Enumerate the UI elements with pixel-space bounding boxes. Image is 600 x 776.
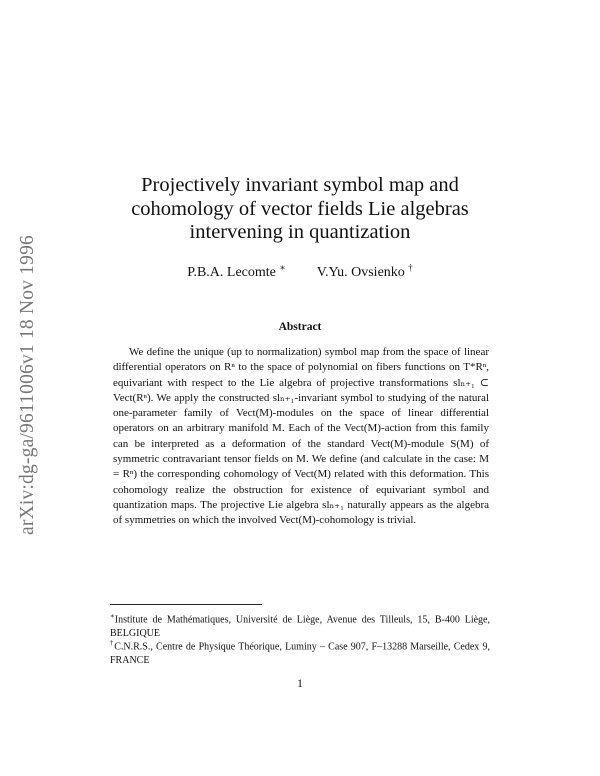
abstract-heading: Abstract (278, 321, 322, 333)
author-lecomte (187, 262, 286, 280)
title-line: intervening in quantization (189, 221, 411, 243)
abstract-paragraph: We define the unique (up to normalization) symbol map from the space of linear differential operators on Rⁿ to the space of polynomial on fibers functions on T*Rⁿ, equivariant with respect to the Lie algebra of projective transformations slₙ₊₁ ⊂ Vect(Rⁿ). We apply the constructed slₙ₊₁-invariant symbol to studying of the natural one-parameter family of Vect(M)-modules on the space of linear differential operators on an arbitrary manifold M. Each of the Vect(M)-action from this family can be interpreted as a deformation of the standard Vect(M)-module S(M) of symmetric contravariant tensor fields on M. We define (and calculate in the case: M = Rⁿ) the corresponding cohomology of Vect(M) related with this deformation. This cohomology realize the obstruction for existence of equivariant symbol and quantization maps. The projective Lie algebra slₙ₊₁ naturally appears as the algebra of symmetries on which the involved Vect(M)-cohomology is trivial. (113, 346, 489, 527)
author-name: V.Yu. Ovsienko (316, 264, 405, 280)
title-line: cohomology of vector fields Lie algebras (131, 197, 469, 220)
page-number: 1 (297, 676, 303, 690)
arxiv-stamp (14, 200, 42, 570)
author-name: P.B.A. Lecomte (187, 264, 276, 280)
footnote-text: Institute de Mathématiques, Université de Liège, Avenue des Tilleuls, 15, B-400 Liège, BELGIQUE (110, 614, 490, 640)
abstract-body (113, 345, 489, 529)
footnote-text: C.N.R.S., Centre de Physique Théorique, Luminy – Case 907, F–13288 Marseille, Cedex 9, FRANCE (110, 641, 491, 667)
arxiv-identifier: arXiv:dg-ga/9611006v1 18 Nov 1996 (17, 235, 38, 535)
footnote-2 (110, 636, 490, 668)
footnote-rule (110, 604, 262, 605)
footnote-mark: ∗ (279, 262, 286, 272)
footnote-mark: ∗ (110, 612, 115, 620)
footnote-mark: † (408, 262, 413, 272)
title-line: Projectively invariant symbol map and (141, 174, 459, 196)
footnote-mark: † (110, 639, 115, 647)
author-list (90, 262, 510, 281)
author-ovsienko (316, 262, 413, 280)
paper-title (90, 174, 510, 245)
